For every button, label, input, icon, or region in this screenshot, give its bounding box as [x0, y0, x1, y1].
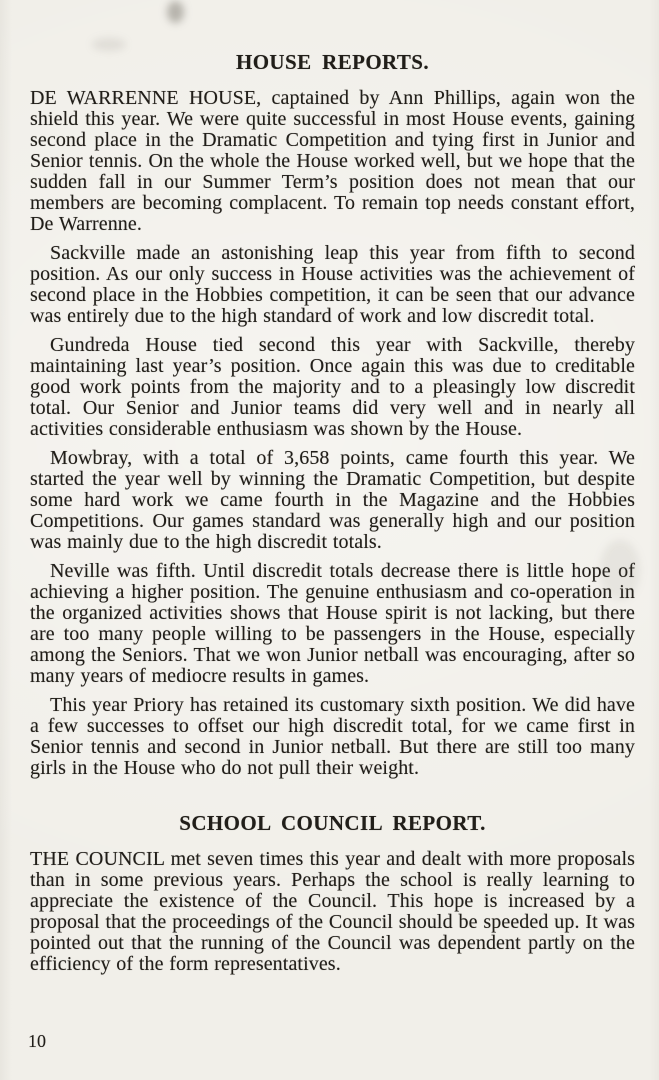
section-school-council	[30, 811, 635, 975]
scan-smudge	[167, 1, 184, 23]
section-house-reports	[30, 50, 635, 779]
paragraph-neville: Neville was fifth. Until discredit totals decrease there is little hope of achieving a higher position. The genuine enthusiasm and co-operation in the organized activities shows that House spirit is not lacking, but there are too many people willing to be passengers in the House, especially among the Seniors. That we won Junior netball was encouraging, after so many years of mediocre results in games.	[30, 560, 635, 687]
paragraph-priory: This year Priory has retained its customary sixth position. We did have a few successes to offset our high discredit total, for we came first in Senior tennis and second in Junior netball. But there are still too many girls in the House who do not pull their weight.	[30, 694, 635, 779]
paragraph-council: THE COUNCIL met seven times this year and dealt with more proposals than in some previous years. Perhaps the school is really learning to appreciate the existence of the Council. This hope is increased by a proposal that the proceedings of the Council should be speeded up. It was pointed out that the running of the Council was dependent partly on the efficiency of the form representatives.	[30, 848, 635, 975]
house-reports-heading: HOUSE REPORTS.	[235, 50, 430, 74]
paragraph-sackville: Sackville made an astonishing leap this year from fifth to second position. As our only success in House activities was the achievement of second place in the Hobbies competition, it can be seen that our advance was entirely due to the high standard of work and low discredit total.	[30, 242, 635, 327]
school-council-heading: SCHOOL COUNCIL REPORT.	[179, 811, 486, 835]
page-number: 10	[28, 1031, 46, 1051]
paragraph-gundreda: Gundreda House tied second this year with Sackville, thereby maintaining last year’s position. Once again this was due to creditable good work points from the majority and to a pleasingly low discredit total. Our Senior and Junior teams did very well and in nearly all activities considerable enthusiasm was shown by the House.	[30, 334, 635, 440]
paragraph-mowbray: Mowbray, with a total of 3,658 points, came fourth this year. We started the year well by winning the Dramatic Competition, but despite some hard work we came fourth in the Magazine and the Hobbies Competitions. Our games standard was generally high and our position was mainly due to the high discredit totals.	[30, 447, 635, 553]
paragraph-de-warrenne: DE WARRENNE HOUSE, captained by Ann Phillips, again won the shield this year. We were quite successful in most House events, gaining second place in the Dramatic Competition and tying first in Junior and Senior tennis. On the whole the House worked well, but we hope that the sudden fall in our Summer Term’s position does not mean that our members are becoming complacent. To remain top needs constant effort, De Warrenne.	[30, 87, 635, 235]
